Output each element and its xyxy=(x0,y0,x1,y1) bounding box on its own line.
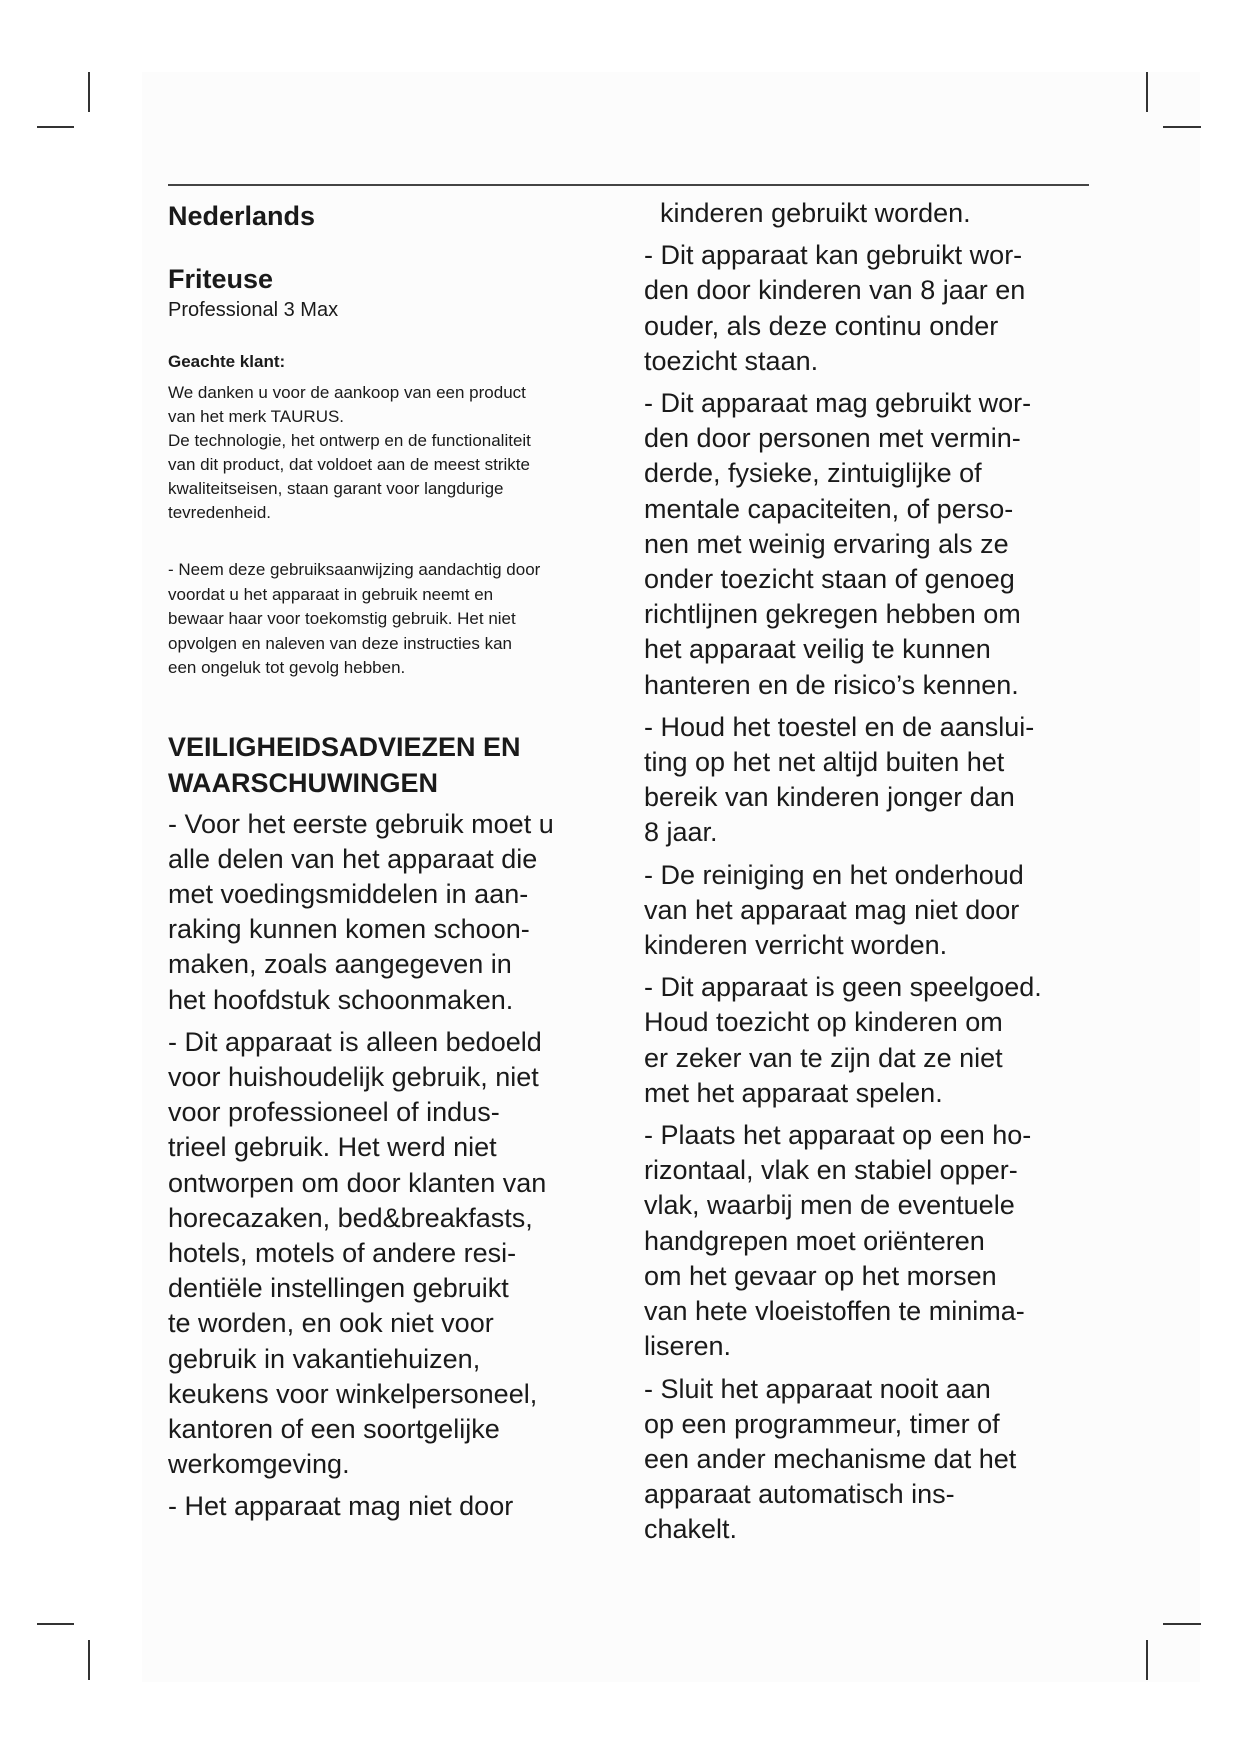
safety-item: - Het apparaat mag niet door xyxy=(168,1491,514,1522)
right-column xyxy=(644,196,1098,1555)
safety-heading: VEILIGHEIDSADVIEZEN EN WAARSCHUWINGEN xyxy=(168,731,521,798)
left-column xyxy=(168,196,613,1532)
greeting: Geachte klant: xyxy=(168,352,286,371)
safety-item: - Dit apparaat mag gebruikt wor- den door personen met vermin- derde, fysieke, zintuiglijke of mentale capaciteiten, of perso- nen met weinig ervaring als ze onder toezicht staan of genoeg richtlijnen gekregen hebben om het apparaat veilig te kunnen hanteren en de risico’s kennen. xyxy=(644,388,1032,700)
product-title: Friteuse xyxy=(168,264,274,294)
header-rule xyxy=(168,184,1089,186)
crop-mark-bottom-left-h xyxy=(37,1623,74,1625)
crop-mark-bottom-left-v xyxy=(88,1640,90,1680)
product-model: Professional 3 Max xyxy=(168,299,339,321)
technology-paragraph: De technologie, het ontwerp en de functionaliteit van dit product, dat voldoet aan de meest strikte kwaliteitseisen, staan garant voor langdurige tevredenheid. xyxy=(168,431,531,522)
crop-mark-top-right-h xyxy=(1163,126,1201,128)
crop-mark-bottom-right-h xyxy=(1163,1623,1201,1625)
safety-item: - Dit apparaat is geen speelgoed. Houd toezicht op kinderen om er zeker van te zijn dat ze niet met het apparaat spelen. xyxy=(644,972,1042,1108)
safety-item: - Sluit het apparaat nooit aan op een programmeur, timer of een ander mechanisme dat het apparaat automatisch ins- chakelt. xyxy=(644,1373,1017,1545)
safety-item: - Dit apparaat kan gebruikt wor- den door kinderen van 8 jaar en ouder, als deze continu onder toezicht staan. xyxy=(644,240,1026,376)
crop-mark-bottom-right-v xyxy=(1146,1640,1148,1680)
safety-item: - Plaats het apparaat op een ho- rizontaal, vlak en stabiel opper- vlak, waarbij men de eventuele handgrepen moet oriënteren om het gevaar op het morsen van hete vloeistoffen te minima- liseren. xyxy=(644,1120,1032,1362)
safety-item: - Dit apparaat is alleen bedoeld voor huishoudelijk gebruik, niet voor professioneel of indus- trieel gebruik. Het werd niet ontworpen om door klanten van horecazaken, bed&breakfasts, hotels, motels of andere resi- dentiële instellingen gebruikt te worden, en ook niet voor gebruik in vakantiehuizen, keukens voor winkelpersoneel, kantoren of een soortgelijke werkomgeving. xyxy=(168,1026,547,1480)
safety-item-continuation: kinderen gebruikt worden. xyxy=(660,198,971,228)
safety-item: - Houd het toestel en de aanslui- ting op het net altijd buiten het bereik van kinderen jonger dan 8 jaar. xyxy=(644,711,1035,848)
crop-mark-top-left-v xyxy=(88,72,90,112)
crop-mark-top-right-v xyxy=(1146,72,1148,112)
safety-item: - Voor het eerste gebruik moet u alle delen van het apparaat die met voedingsmiddelen in aan- raking kunnen komen schoon- maken, zoals aangegeven in het hoofdstuk schoonmaken. xyxy=(168,808,554,1015)
crop-mark-top-left-h xyxy=(37,126,74,128)
language-heading: Nederlands xyxy=(168,201,316,231)
safety-item: - De reiniging en het onderhoud van het apparaat mag niet door kinderen verricht worden. xyxy=(644,859,1024,961)
thanks-paragraph: We danken u voor de aankoop van een product van het merk TAURUS. xyxy=(168,383,526,426)
instructions-notice: - Neem deze gebruiksaanwijzing aandachtig door voordat u het apparaat in gebruik neemt en bewaar haar voor toekomstig gebruik. Het niet opvolgen en naleven van deze instructies kan een ongeluk tot gevolg hebben. xyxy=(168,560,541,677)
